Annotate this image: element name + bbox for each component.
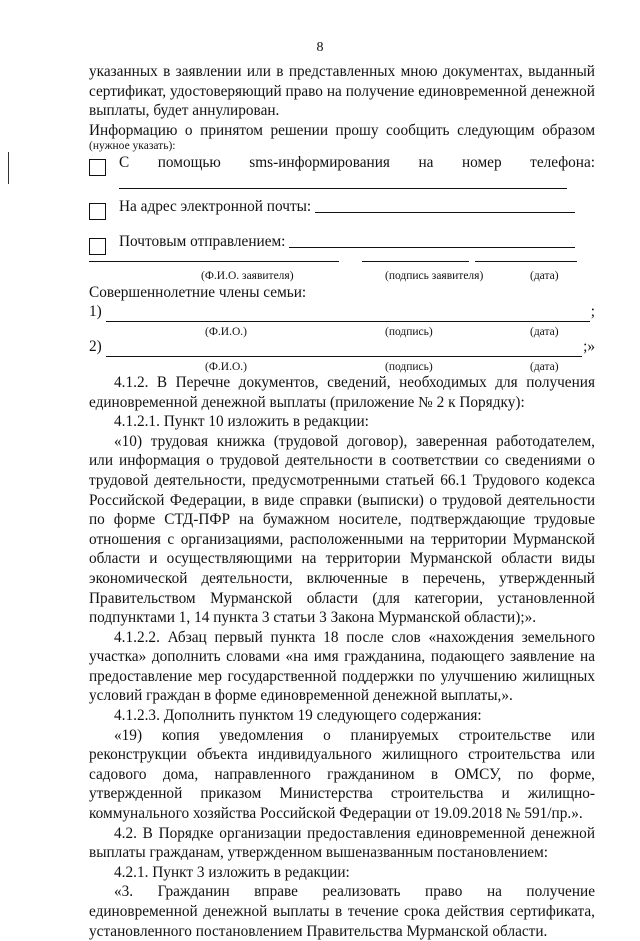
p10-line-9: Правительством Мурманской области (для категории, установленной [89,589,595,607]
family-2-date-caption: (дата) [530,360,559,373]
family-1-fio-caption: (Ф.И.О.) [205,325,247,338]
family-row-2-end: ;» [583,338,595,356]
p19-line-4: утвержденной приказом Министерства строительства и жилищно- [89,785,595,803]
p3-line-1: «3. Гражданин вправе реализовать право на получение [114,883,595,901]
p19-line-1: «19) копия уведомления о планируемых строительстве или [114,726,595,744]
family-1-date-caption: (дата) [530,325,559,338]
applicant-date-caption: (дата) [530,270,559,283]
family-row-1 [89,303,595,322]
email-checkbox[interactable] [89,203,106,220]
sms-label: С помощью sms-информирования на номер телефона: [119,154,595,172]
p3-line-3: установленного постановлением Правительства Мурманской области. [89,922,548,940]
family-row-1-end: ; [590,303,595,321]
p19-line-3: садового дома, направленного гражданином в ОМСУ, по форме, [89,765,595,783]
p4121: 4.1.2.1. Пункт 10 изложить в редакции: [114,413,369,431]
p10-line-7: области и осуществляющими на территории Мурманской области виды [89,550,595,568]
p10-line-2: или информация о трудовой деятельности в соответствии со сведениями о [89,452,595,470]
p10-line-4: Российской Федерации, в виде справки (выписки) о трудовой деятельности [89,491,595,509]
post-line[interactable] [289,232,575,248]
applicant-signature-row [89,259,595,283]
p412-line-1: 4.1.2. В Перечне документов, сведений, необходимых для получения [114,373,595,391]
p42-line-1: 4.2. В Порядке организации предоставления единовременной денежной [114,824,595,842]
document-body [89,62,595,941]
p10-line-3: трудовой деятельности, предусмотренными статьей 66.1 Трудового кодекса [89,471,595,489]
intro-line-2: сертификат, удостоверяющий право на получение единовременной денежной [89,82,595,100]
sms-phone-line[interactable] [119,176,567,189]
family-row-2-number: 2) [89,338,102,356]
p10-line-8: экономической деятельности, включенные в перечень, утвержденный [89,569,595,587]
email-label: На адрес электронной почты: [119,198,312,216]
margin-mark [8,152,9,184]
p4122-line-3: предоставление мер государственной поддержки по улучшению жилищных [89,667,595,685]
p19-line-2: реконструкции объекта индивидуального жилищного строительства или [89,746,595,764]
p4122-line-2: участка» дополнить словами «на имя гражданина, подающего заявление на [89,648,595,666]
info-line: Информацию о принятом решении прошу сообщить следующим образом [89,121,595,139]
family-row-1-line[interactable] [106,307,590,322]
family-1-sign-caption: (подпись) [385,325,433,338]
family-row-2 [89,338,595,357]
option-email [89,197,595,220]
family-title: Совершеннолетние члены семьи: [89,284,307,302]
p10-line-6: отношения с организациями, расположенными на территории Мурманской [89,530,595,548]
applicant-date-line[interactable] [475,261,577,262]
family-row-2-captions [89,357,595,373]
post-checkbox[interactable] [89,238,106,255]
p4123: 4.1.2.3. Дополнить пунктом 19 следующего содержания: [114,707,482,725]
option-post [89,232,595,255]
applicant-sign-caption: (подпись заявителя) [385,270,484,283]
sms-checkbox[interactable] [89,159,106,176]
page-number: 8 [316,40,324,55]
p4122-line-1: 4.1.2.2. Абзац первый пункта 18 после слов «нахождения земельного [114,628,595,646]
p10-line-5: по форме СТД-ПФР на бумажном носителе, подтверждающие трудовые [89,511,595,529]
email-line[interactable] [315,197,575,213]
p10-line-10: подпунктами 1, 14 пункта 3 статьи 3 Закона Мурманской области);». [89,609,537,627]
family-row-2-line[interactable] [106,342,582,357]
p10-line-1: «10) трудовая книжка (трудовой договор), заверенная работодателем, [114,432,595,450]
intro-line-1: указанных в заявлении или в представленных мною документах, выданный [89,63,595,80]
intro-line-3: выплаты, будет аннулирован. [89,102,280,120]
p42-line-2: выплаты гражданам, утвержденном вышеназванным постановлением: [89,844,549,862]
family-2-fio-caption: (Ф.И.О.) [205,360,247,373]
p19-line-5: коммунального хозяйства Российской Федерации от 19.09.2018 № 591/пр.». [89,805,583,823]
p4122-line-4: условий граждан в форме единовременной денежной выплаты,». [89,687,513,705]
note-specify: (нужное указать): [89,140,176,153]
option-sms [89,153,595,176]
applicant-fio-caption: (Ф.И.О. заявителя) [201,270,294,283]
p3-line-2: единовременной денежной выплаты в течение срока действия сертификата, [89,903,595,920]
applicant-fio-line[interactable] [89,261,339,262]
family-row-1-captions [89,322,595,338]
p412-line-2: единовременной денежной выплаты (приложение № 2 к Порядку): [89,393,525,411]
family-2-sign-caption: (подпись) [385,360,433,373]
family-row-1-number: 1) [89,303,102,321]
p421: 4.2.1. Пункт 3 изложить в редакции: [114,863,350,881]
post-label: Почтовым отправлением: [119,233,286,251]
applicant-sign-line[interactable] [362,261,469,262]
